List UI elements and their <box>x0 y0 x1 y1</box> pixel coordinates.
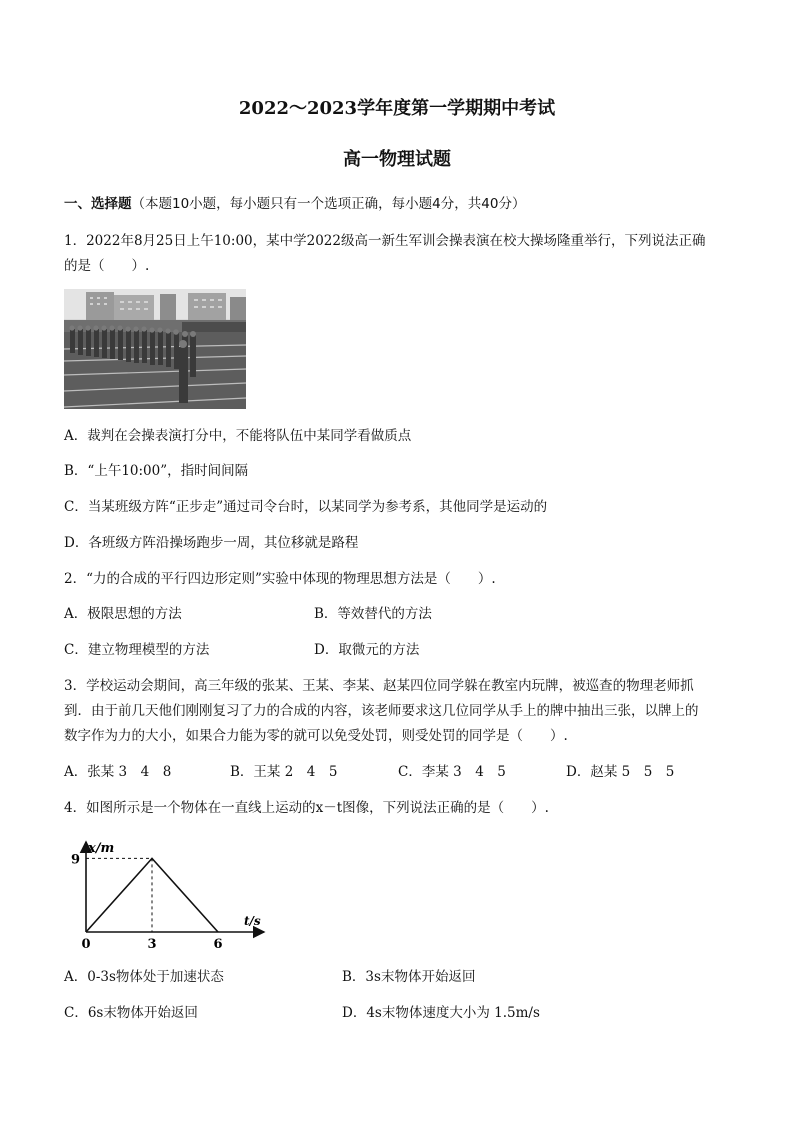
q4-option-c: C．6s末物体开始返回 <box>64 1005 198 1021</box>
x-tick-label: 0 <box>81 937 91 950</box>
exam-title: 2022～2023学年度第一学期期中考试 <box>238 98 556 119</box>
exam-subtitle: 高一物理试题 <box>343 149 451 170</box>
q3-line2: 到．由于前几天他们刚刚复习了力的合成的内容，该老师要求这几位同学从手上的牌中抽出三张，以牌上的 <box>64 703 699 719</box>
q1-stem-line2: 的是（ ）. <box>64 258 150 274</box>
q2-option-c: C．建立物理模型的方法 <box>64 642 210 658</box>
q3-option-d: D．赵某 5 5 5 <box>566 764 675 780</box>
q3-option-b: B．王某 2 4 5 <box>230 764 338 780</box>
x-axis-label: t/s <box>244 914 261 928</box>
q3-line3: 数字作为力的大小，如果合力能为零的就可以免受处罚，则受处罚的同学是（ ）. <box>64 728 568 744</box>
x-tick-label: 3 <box>147 937 157 950</box>
q1-option-c: C．当某班级方阵“正步走”通过司令台时，以某同学为参考系，其他同学是运动的 <box>64 499 548 515</box>
q4-xt-graph <box>62 832 272 950</box>
section-heading <box>64 195 525 213</box>
section-title: 一、选择题 <box>64 196 132 212</box>
y-tick-label: 9 <box>70 852 80 868</box>
y-axis-label: x/m <box>88 841 115 856</box>
q2-option-b: B．等效替代的方法 <box>314 606 432 622</box>
x-tick-label: 6 <box>213 937 223 950</box>
q1-option-d: D．各班级方阵沿操场跑步一周，其位移就是路程 <box>64 535 359 551</box>
q4-option-b: B．3s末物体开始返回 <box>342 969 476 985</box>
q2-option-a: A．极限思想的方法 <box>64 606 182 622</box>
q1-stem-line1: 1．2022年8月25日上午10:00，某中学2022级高一新生军训会操表演在校大操场隆重举行，下列说法正确 <box>64 233 706 249</box>
q2-stem: 2．“力的合成的平行四边形定则”实验中体现的物理思想方法是（ ）. <box>64 571 496 587</box>
q4-option-a: A．0-3s物体处于加速状态 <box>64 969 224 985</box>
xt-graph-svg <box>62 832 272 950</box>
q3-option-c: C．李某 3 4 5 <box>398 764 506 780</box>
q4-option-d: D．4s末物体速度大小为 1.5m/s <box>342 1005 540 1021</box>
q4-stem: 4．如图所示是一个物体在一直线上运动的x－t图像，下列说法正确的是（ ）. <box>64 800 549 816</box>
q1-option-a: A．裁判在会操表演打分中，不能将队伍中某同学看做质点 <box>64 428 412 444</box>
section-note: （本题10小题，每小题只有一个选项正确，每小题4分，共40分） <box>131 196 526 212</box>
q3-line1: 3．学校运动会期间，高三年级的张某、王某、李某、赵某四位同学躲在教室内玩牌，被巡查的物理老师抓 <box>64 678 694 694</box>
q3-option-a: A．张某 3 4 8 <box>64 764 172 780</box>
q2-option-d: D．取微元的方法 <box>314 642 420 658</box>
q1-option-b: B．“上午10:00”，指时间间隔 <box>64 463 249 479</box>
q1-photo-marching-students <box>64 289 246 409</box>
q1-photo-drawing <box>64 289 246 409</box>
